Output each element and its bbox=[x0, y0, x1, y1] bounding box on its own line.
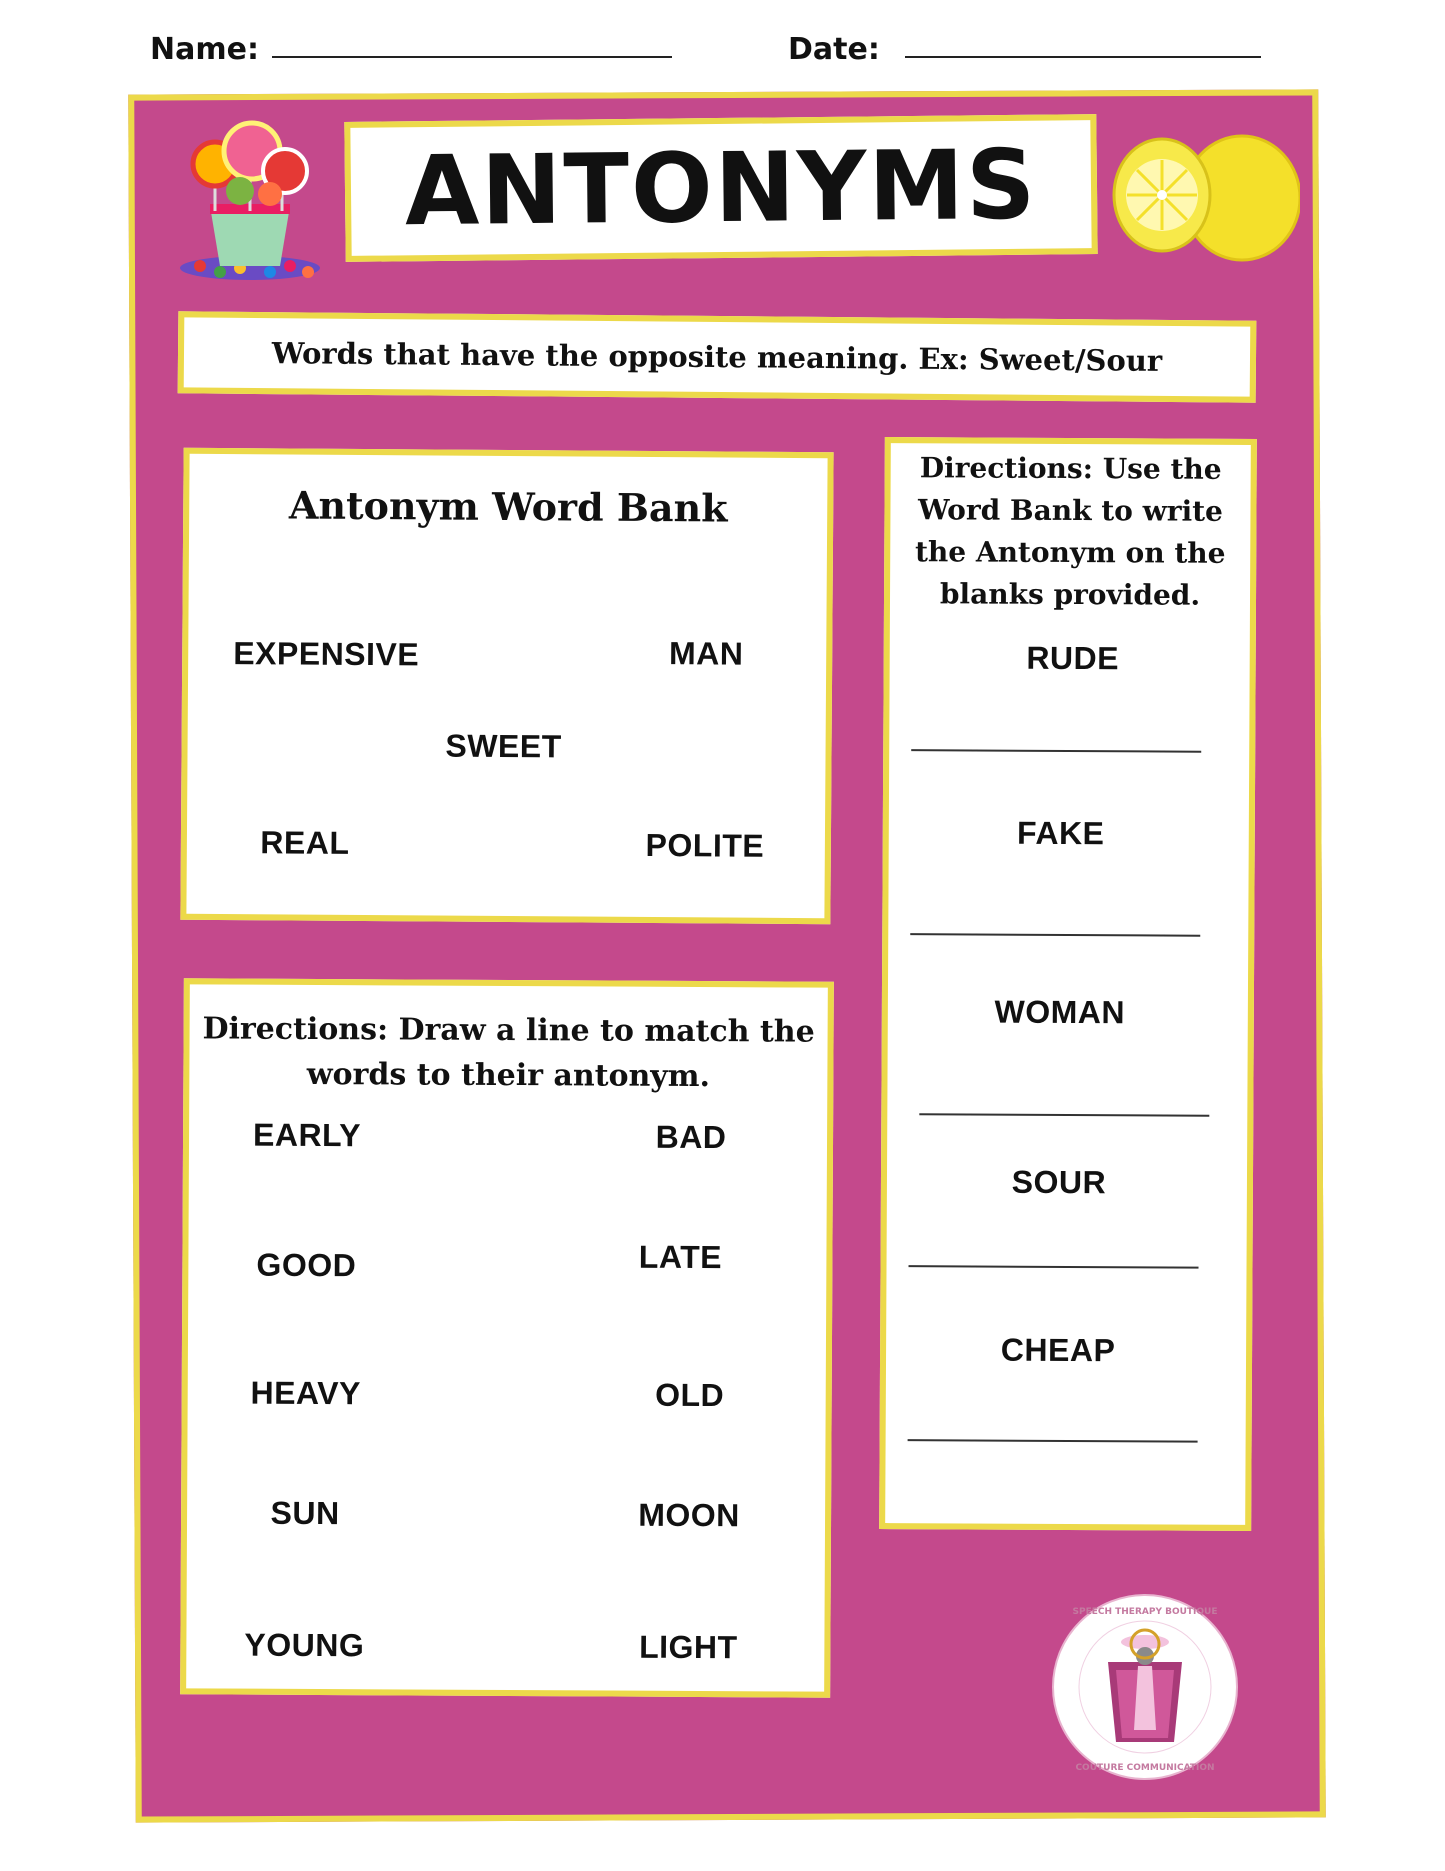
svg-text:SPEECH THERAPY BOUTIQUE: SPEECH THERAPY BOUTIQUE bbox=[1072, 1607, 1218, 1617]
date-blank[interactable] bbox=[905, 56, 1261, 58]
match-left-word[interactable]: SUN bbox=[270, 1494, 340, 1532]
match-right-word[interactable]: MOON bbox=[638, 1496, 740, 1534]
fill-in-directions-line: the Antonym on the bbox=[914, 535, 1226, 570]
match-right-word[interactable]: BAD bbox=[655, 1118, 727, 1156]
fill-in-word: WOMAN bbox=[994, 993, 1126, 1031]
answer-blank[interactable] bbox=[919, 1113, 1209, 1117]
definition-card bbox=[178, 311, 1257, 402]
speech-therapy-boutique-logo bbox=[1050, 1592, 1240, 1782]
definition-text: Words that have the opposite meaning. Ex: Sweet/Sour bbox=[271, 336, 1163, 378]
fill-in-word: CHEAP bbox=[1000, 1331, 1116, 1369]
word-bank-word: POLITE bbox=[645, 826, 765, 864]
answer-blank[interactable] bbox=[911, 749, 1201, 753]
fill-in-word: FAKE bbox=[1017, 814, 1105, 852]
fill-in-word: RUDE bbox=[1026, 639, 1120, 677]
matching-directions bbox=[189, 1006, 827, 1099]
word-bank-heading: Antonym Word Bank bbox=[288, 482, 728, 531]
name-label: Name: bbox=[150, 32, 259, 67]
fill-in-directions-line: Word Bank to write bbox=[917, 493, 1223, 528]
word-bank-card bbox=[180, 448, 833, 925]
word-bank-word: SWEET bbox=[445, 727, 562, 765]
match-left-word[interactable]: HEAVY bbox=[250, 1374, 361, 1412]
match-left-word[interactable]: EARLY bbox=[252, 1116, 362, 1154]
word-bank-word: EXPENSIVE bbox=[233, 635, 420, 673]
answer-blank[interactable] bbox=[909, 1265, 1199, 1269]
matching-directions-line: words to their antonym. bbox=[306, 1056, 711, 1095]
svg-text:COUTURE COMMUNICATION: COUTURE COMMUNICATION bbox=[1075, 1763, 1215, 1773]
candy-bucket-image bbox=[170, 116, 330, 286]
lemons-image bbox=[1112, 120, 1300, 270]
word-bank-word: REAL bbox=[260, 824, 350, 861]
page-title: ANTONYMS bbox=[404, 128, 1038, 248]
title-card bbox=[344, 114, 1097, 262]
match-left-word[interactable]: GOOD bbox=[256, 1246, 357, 1284]
match-right-word[interactable]: OLD bbox=[655, 1376, 725, 1414]
fill-in-word: SOUR bbox=[1011, 1163, 1107, 1201]
match-left-word[interactable]: YOUNG bbox=[244, 1626, 365, 1664]
word-bank-word: MAN bbox=[668, 635, 744, 672]
matching-card bbox=[180, 978, 834, 1697]
answer-blank[interactable] bbox=[910, 933, 1200, 937]
answer-blank[interactable] bbox=[908, 1439, 1198, 1443]
name-blank[interactable] bbox=[272, 56, 672, 58]
fill-in-directions-line: blanks provided. bbox=[939, 577, 1201, 612]
date-label: Date: bbox=[788, 32, 880, 67]
fill-in-directions-line: Directions: Use the bbox=[919, 451, 1222, 486]
match-right-word[interactable]: LATE bbox=[638, 1238, 723, 1276]
fill-in-card bbox=[879, 437, 1257, 1531]
match-right-word[interactable]: LIGHT bbox=[639, 1628, 738, 1666]
fill-in-directions bbox=[890, 447, 1251, 617]
matching-directions-line: Directions: Draw a line to match the bbox=[202, 1011, 815, 1050]
